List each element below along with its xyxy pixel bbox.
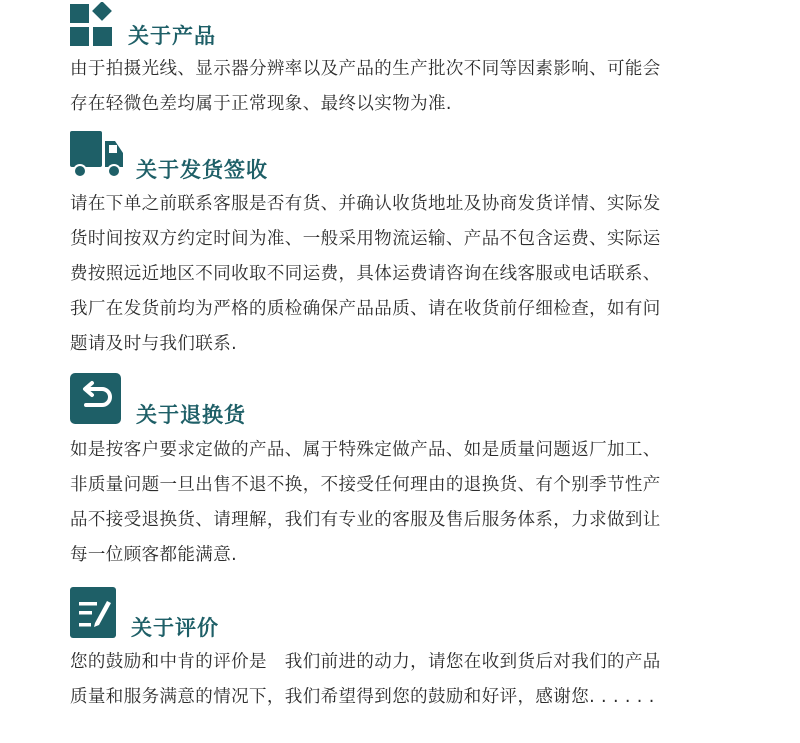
body-line: 您的鼓励和中肯的评价是 我们前进的动力，请您在收到货后对我们的产品 bbox=[70, 652, 661, 672]
body-line: 货时间按双方约定时间为准、一般采用物流运输、产品不包含运费、实际运 bbox=[70, 229, 661, 249]
body-line: 题请及时与我们联系. bbox=[70, 334, 238, 354]
section-title: 关于评价 bbox=[131, 616, 219, 640]
section-body bbox=[70, 645, 738, 715]
section-title: 关于退换货 bbox=[136, 403, 246, 427]
body-line: 我厂在发货前均为严格的质检确保产品品质、请在收货前仔细检查，如有问 bbox=[70, 299, 661, 319]
section-body bbox=[70, 433, 738, 573]
return-arrow-icon bbox=[70, 373, 121, 424]
truck-icon bbox=[70, 131, 124, 179]
edit-note-icon bbox=[70, 587, 116, 638]
section-body bbox=[70, 187, 738, 362]
body-line: 存在轻微色差均属于正常现象、最终以实物为准. bbox=[70, 94, 452, 114]
body-line: 非质量问题一旦出售不退不换，不接受任何理由的退换货、有个别季节性产 bbox=[70, 475, 661, 495]
body-line: 请在下单之前联系客服是否有货、并确认收货地址及协商发货详情、实际发 bbox=[70, 194, 661, 214]
body-line: 由于拍摄光线、显示器分辨率以及产品的生产批次不同等因素影响、可能会 bbox=[70, 59, 661, 79]
body-line: 品不接受退换货、请理解，我们有专业的客服及售后服务体系，力求做到让 bbox=[70, 510, 661, 530]
body-line: 如是按客户要求定做的产品、属于特殊定做产品、如是质量问题返厂加工、 bbox=[70, 440, 661, 460]
body-line: 质量和服务满意的情况下，我们希望得到您的鼓励和好评，感谢您. . . . . . bbox=[70, 687, 655, 707]
section-title: 关于产品 bbox=[128, 24, 216, 48]
body-line: 费按照远近地区不同收取不同运费，具体运费请咨询在线客服或电话联系、 bbox=[70, 264, 661, 284]
section-body bbox=[70, 52, 738, 122]
body-line: 每一位顾客都能满意. bbox=[70, 545, 238, 565]
section-title: 关于发货签收 bbox=[136, 158, 268, 182]
grid-diamond-icon bbox=[70, 2, 116, 46]
